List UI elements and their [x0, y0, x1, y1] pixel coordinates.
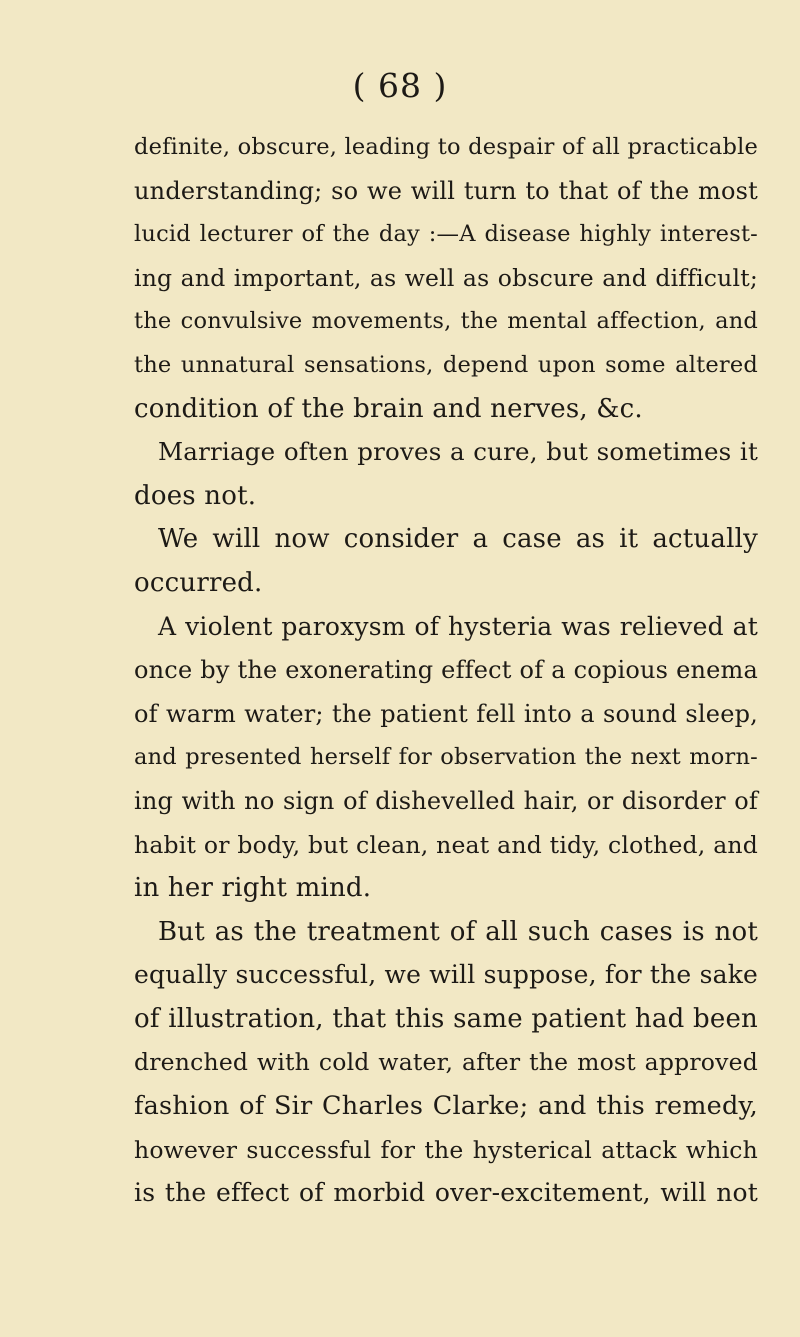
text-line: drenched with cold water, after the most approved	[134, 1048, 758, 1077]
text-line: lucid lecturer of the day :—A disease highly interest-	[134, 221, 758, 248]
page-number: ( 68 )	[352, 66, 448, 105]
text-line: the convulsive movements, the mental affection, and	[134, 308, 758, 335]
text-line: however successful for the hysterical attack which	[134, 1135, 758, 1164]
text-line: of warm water; the patient fell into a sound sleep,	[134, 699, 758, 728]
text-line: understanding; so we will turn to that of the most	[134, 176, 758, 205]
text-line: habit or body, but clean, neat and tidy, clothed, and	[134, 830, 758, 859]
text-line: does not.	[134, 480, 257, 511]
text-line: in her right mind.	[134, 873, 372, 904]
text-line: ing and important, as well as obscure and difficult;	[134, 263, 758, 292]
text-line: definite, obscure, leading to despair of all practicable	[134, 134, 758, 160]
text-line: is the effect of morbid over-excitement, will not	[134, 1178, 758, 1208]
text-line: Marriage often proves a cure, but sometimes it	[158, 437, 758, 467]
text-line: once by the exonerating effect of a copious enema	[134, 656, 758, 685]
text-line: fashion of Sir Charles Clarke; and this remedy,	[134, 1091, 758, 1122]
text-line: But as the treatment of all such cases is not	[158, 916, 758, 947]
text-line: ing with no sign of dishevelled hair, or disorder of	[134, 786, 758, 815]
text-line: occurred.	[134, 567, 263, 598]
text-line: condition of the brain and nerves, &c.	[134, 393, 643, 424]
text-line: and presented herself for observation the next morn-	[134, 744, 758, 771]
text-line: We will now consider a case as it actually	[158, 524, 758, 555]
text-line: equally successful, we will suppose, for the sake	[134, 960, 759, 990]
body-text	[134, 132, 758, 1222]
text-line: of illustration, that this same patient had been	[134, 1003, 758, 1034]
text-line: A violent paroxysm of hysteria was relieved at	[158, 611, 758, 641]
text-line: the unnatural sensations, depend upon some altered	[134, 351, 758, 378]
